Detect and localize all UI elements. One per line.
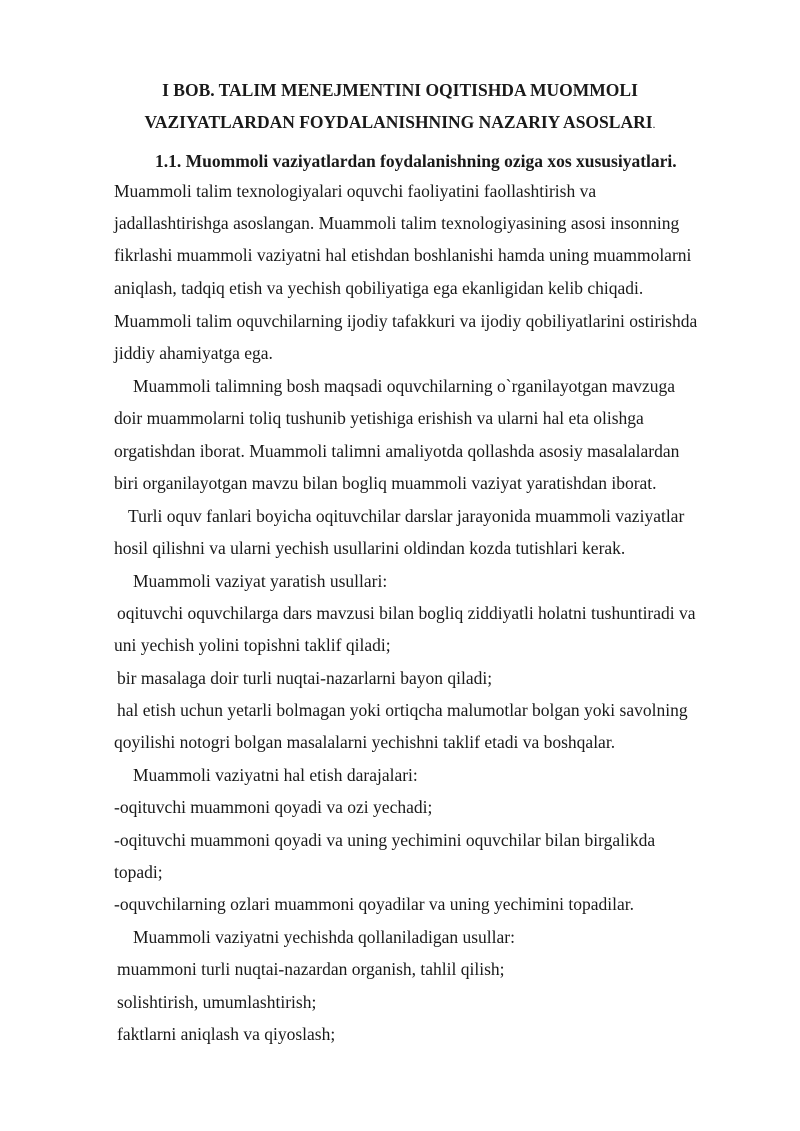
list-item: -oqituvchi muammoni qoyadi va ozi yechadi; <box>114 797 433 817</box>
list-item: bir masalaga doir turli nuqtai-nazarlarni bayon qiladi; <box>117 668 493 688</box>
list-heading: Muammoli vaziyat yaratish usullari: <box>133 571 388 591</box>
list-item: hal etish uchun yetarli bolmagan yoki ortiqcha malumotlar bolgan yoki savolning <box>117 700 688 720</box>
paragraph-line: Muammoli talimning bosh maqsadi oquvchilarning o`rganilayotgan mavzuga <box>133 376 676 396</box>
list-item: topadi; <box>114 862 163 882</box>
section-heading: 1.1. Muommoli vaziyatlardan foydalanishning oziga xos xususiyatlari. <box>155 151 677 171</box>
list-item: oqituvchi oquvchilarga dars mavzusi bilan bogliq ziddiyatli holatni tushuntiradi va <box>117 603 696 623</box>
paragraph-line: fikrlashi muammoli vaziyatni hal etishdan boshlanishi hamda uning muammolarni <box>114 245 692 265</box>
chapter-title-end: . <box>652 117 656 131</box>
chapter-title-line-2-text: VAZIYATLARDAN FOYDALANISHNING NAZARIY ASOSLARI <box>144 112 653 132</box>
list-item: qoyilishi notogri bolgan masalalarni yechishni taklif etadi va boshqalar. <box>114 732 616 752</box>
chapter-title-line-1: I BOB. TALIM MENEJMENTINI OQITISHDA MUOMMOLI <box>162 80 638 100</box>
chapter-title-line-2 <box>100 106 700 140</box>
paragraph-line: aniqlash, tadqiq etish va yechish qobiliyatiga ega ekanligidan kelib chiqadi. <box>114 278 644 298</box>
list-item: -oquvchilarning ozlari muammoni qoyadilar va uning yechimini topadilar. <box>114 894 635 914</box>
list-item: uni yechish yolini topishni taklif qiladi; <box>114 635 391 655</box>
list-item: -oqituvchi muammoni qoyadi va uning yechimini oquvchilar bilan birgalikda <box>114 830 656 850</box>
paragraph-line: Turli oquv fanlari boyicha oqituvchilar darslar jarayonida muammoli vaziyatlar <box>128 506 685 526</box>
list-item: solishtirish, umumlashtirish; <box>117 992 317 1012</box>
paragraph-line: jiddiy ahamiyatga ega. <box>114 343 273 363</box>
paragraph-line: biri organilayotgan mavzu bilan bogliq muammoli vaziyat yaratishdan iborat. <box>114 473 657 493</box>
list-heading: Muammoli vaziyatni hal etish darajalari: <box>133 765 418 785</box>
paragraph-line: hosil qilishni va ularni yechish usullarini oldindan kozda tutishlari kerak. <box>114 538 626 558</box>
list-heading: Muammoli vaziyatni yechishda qollaniladigan usullar: <box>133 927 515 947</box>
paragraph-line: doir muammolarni toliq tushunib yetishiga erishish va ularni hal eta olishga <box>114 408 644 428</box>
paragraph-line: jadallashtirishga asoslangan. Muammoli talim texnologiyasining asosi insonning <box>114 213 680 233</box>
paragraph-line: Muammoli talim oquvchilarning ijodiy tafakkuri va ijodiy qobiliyatlarini ostirishda <box>114 311 698 331</box>
list-item: muammoni turli nuqtai-nazardan organish, tahlil qilish; <box>117 959 505 979</box>
paragraph-line: orgatishdan iborat. Muammoli talimni amaliyotda qollashda asosiy masalalardan <box>114 441 680 461</box>
list-item: faktlarni aniqlash va qiyoslash; <box>117 1024 336 1044</box>
paragraph-line: Muammoli talim texnologiyalari oquvchi faoliyatini faollashtirish va <box>114 181 597 201</box>
